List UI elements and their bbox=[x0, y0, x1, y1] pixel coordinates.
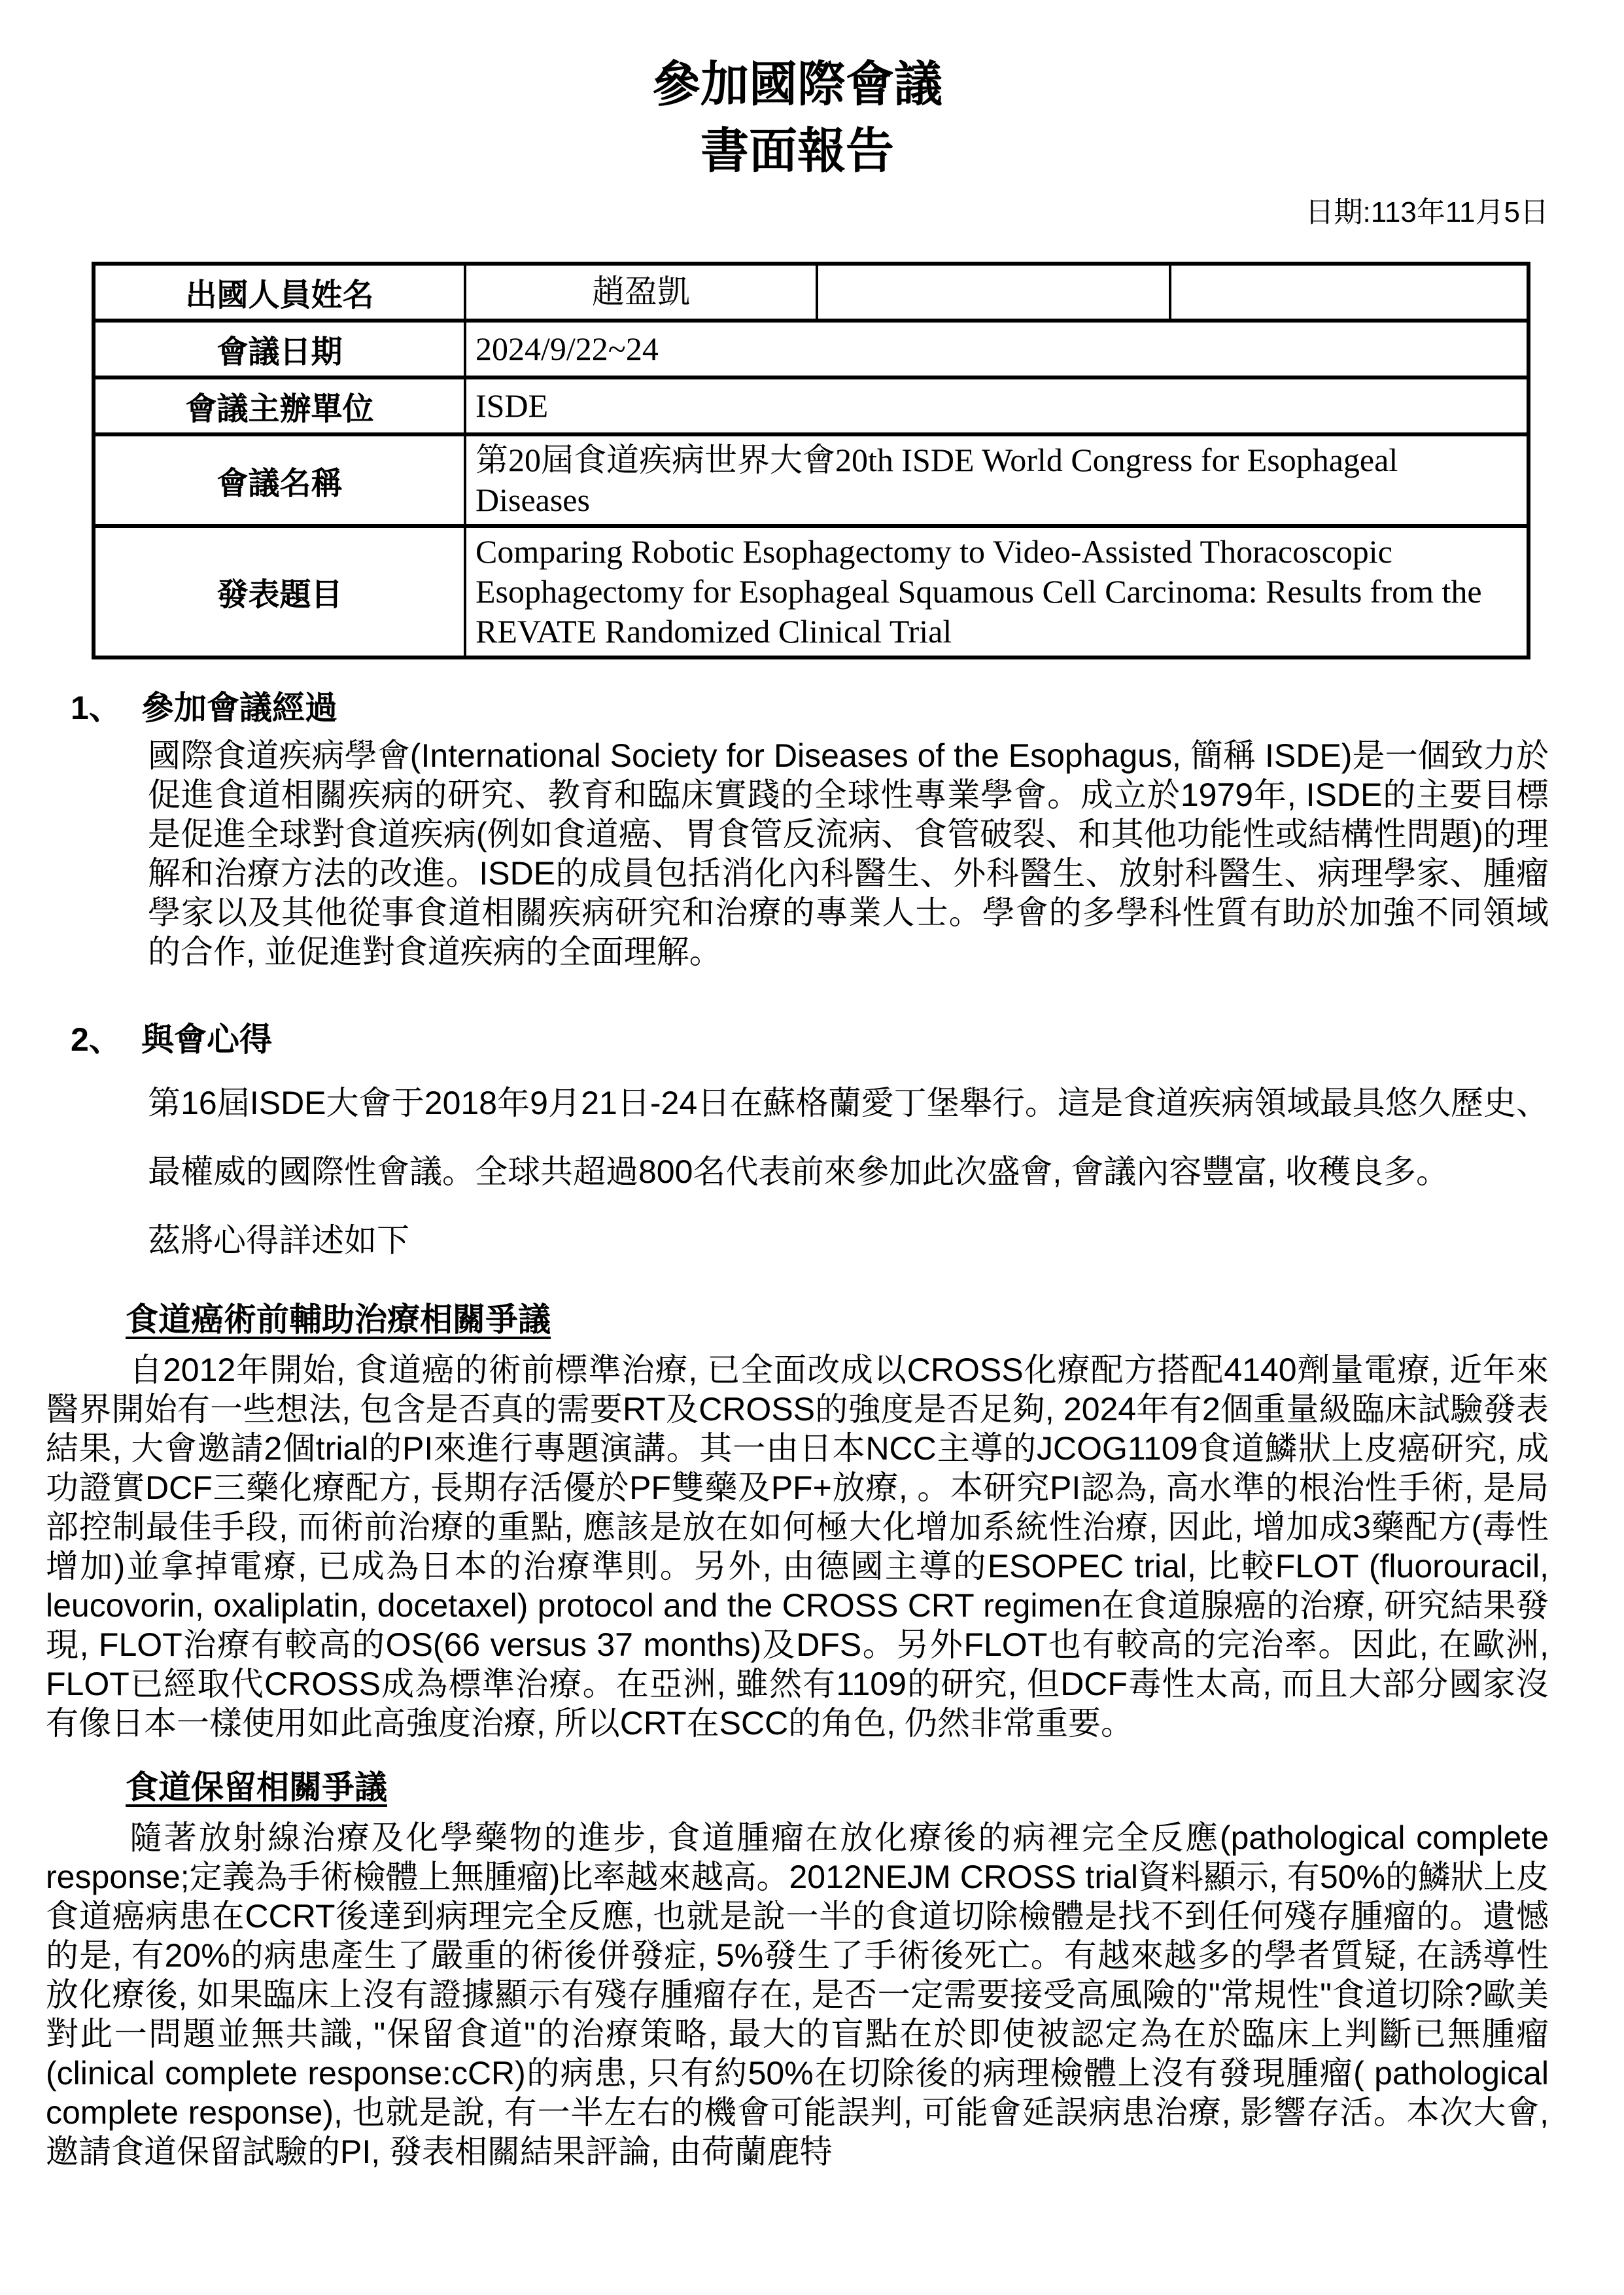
label-traveler-name: 出國人員姓名 bbox=[94, 264, 465, 321]
page-title-line-1: 參加國際會議 bbox=[652, 57, 942, 111]
label-conference-date: 會議日期 bbox=[94, 321, 465, 377]
table-row-conference-name bbox=[94, 434, 1529, 526]
label-conference-name: 會議名稱 bbox=[94, 434, 465, 526]
table-row-presentation-title bbox=[94, 526, 1529, 657]
section-2-title: 與會心得 bbox=[141, 1021, 272, 1059]
table-cell-empty-1 bbox=[817, 264, 1170, 321]
topic-2-heading: 食道保留相關爭議 bbox=[126, 1769, 387, 1806]
table-row-name bbox=[94, 264, 1529, 321]
value-organizer: ISDE bbox=[465, 377, 1529, 434]
label-presentation-title: 發表題目 bbox=[94, 526, 465, 657]
section-2-body: 第16屆ISDE大會于2018年9月21日-24日在蘇格蘭愛丁堡舉行。這是食道疾病領域最具悠久歷史、最權威的國際性會議。全球共超過800名代表前來參加此次盛會, 會議內容豐富, 收穫良多。 bbox=[148, 1085, 1549, 1191]
page-title-line-2: 書面報告 bbox=[700, 124, 894, 179]
table-row-organizer bbox=[94, 377, 1529, 434]
value-traveler-name: 趙盈凱 bbox=[465, 264, 817, 321]
table-row-date bbox=[94, 321, 1529, 377]
section-1-body: 國際食道疾病學會(International Society for Diseases of the Esophagus, 簡稱 ISDE)是一個致力於促進食道相關疾病的研究、教育和臨床實踐的全球性專業學會。成立於1979年, ISDE的主要目標是促進全球對食道疾病(例如食道癌、胃食管反流病、食管破裂、和其他功能性或結構性問題)的理解和治療方法的改進。ISDE的成員包括消化內科醫生、外科醫生、放射科醫生、病理學家、腫瘤學家以及其他從事食道相關疾病研究和治療的專業人士。學會的多學科性質有助於加強不同領域的合作, 並促進對食道疾病的全面理解。 bbox=[148, 737, 1549, 971]
value-presentation-title: Comparing Robotic Esophagectomy to Video-Assisted Thoracoscopic Esophagectomy for Esophageal Squamous Cell Carcinoma: Results from the REVATE Randomized Clinical Trial bbox=[465, 526, 1529, 657]
value-conference-name: 第20屆食道疾病世界大會20th ISDE World Congress for Esophageal Diseases bbox=[465, 434, 1529, 526]
page-title bbox=[46, 51, 1549, 184]
section-2-number: 2、 bbox=[71, 1021, 122, 1059]
section-1-heading bbox=[46, 687, 1549, 729]
section-1-number: 1、 bbox=[71, 690, 122, 727]
table-cell-empty-2 bbox=[1170, 264, 1529, 321]
topic-1-heading: 食道癌術前輔助治療相關爭議 bbox=[126, 1301, 551, 1339]
section-2-note: 茲將心得詳述如下 bbox=[148, 1222, 409, 1259]
value-conference-date: 2024/9/22~24 bbox=[465, 321, 1529, 377]
conference-info-table bbox=[92, 262, 1530, 659]
label-organizer: 會議主辦單位 bbox=[94, 377, 465, 434]
report-date: 日期:113年11月5日 bbox=[1305, 196, 1549, 229]
topic-1-body: 自2012年開始, 食道癌的術前標準治療, 已全面改成以CROSS化療配方搭配4140劑量電療, 近年來醫界開始有一些想法, 包含是否真的需要RT及CROSS的強度是否足夠, 2024年有2個重量級臨床試驗發表結果, 大會邀請2個trial的PI來進行專題演講。其一由日本NCC主導的JCOG1109食道鱗狀上皮癌研究, 成功證實DCF三藥化療配方, 長期存活優於PF雙藥及PF+放療, 。本研究PI認為, 高水準的根治性手術, 是局部控制最佳手段, 而術前治療的重點, 應該是放在如何極大化增加系統性治療, 因此, 增加成3藥配方(毒性增加)並拿掉電療, 已成為日本的治療準則。另外, 由德國主導的ESOPEC trial, 比較FLOT (fluorouracil, leucovorin, oxaliplatin, docetaxel) protocol and the CROSS CRT regimen在食道腺癌的治療, 研究結果發現, FLOT治療有較高的OS(66 versus 37 months)及DFS。另外FLOT也有較高的完治率。因此, 在歐洲, FLOT已經取代CROSS成為標準治療。在亞洲, 雖然有1109的研究, 但DCF毒性太高, 而且大部分國家沒有像日本一樣使用如此高強度治療, 所以CRT在SCC的角色, 仍然非常重要。 bbox=[46, 1352, 1549, 1742]
topic-2-body: 隨著放射線治療及化學藥物的進步, 食道腫瘤在放化療後的病裡完全反應(pathological complete response;定義為手術檢體上無腫瘤)比率越來越高。2012NEJM CROSS trial資料顯示, 有50%的鱗狀上皮食道癌病患在CCRT後達到病理完全反應, 也就是說一半的食道切除檢體是找不到任何殘存腫瘤的。遺憾的是, 有20%的病患產生了嚴重的術後併發症, 5%發生了手術後死亡。有越來越多的學者質疑, 在誘導性放化療後, 如果臨床上沒有證據顯示有殘存腫瘤存在, 是否一定需要接受高風險的"常規性"食道切除?歐美對此一問題並無共識, "保留食道"的治療策略, 最大的盲點在於即使被認定為在於臨床上判斷已無腫瘤(clinical complete response:cCR)的病患, 只有約50%在切除後的病理檢體上沒有發現腫瘤( pathological complete response), 也就是說, 有一半左右的機會可能誤判, 可能會延誤病患治療, 影響存活。本次大會, 邀請食道保留試驗的PI, 發表相關結果評論, 由荷蘭鹿特 bbox=[46, 1819, 1549, 2171]
section-2-heading bbox=[46, 1019, 1549, 1061]
section-1-title: 參加會議經過 bbox=[141, 690, 337, 727]
